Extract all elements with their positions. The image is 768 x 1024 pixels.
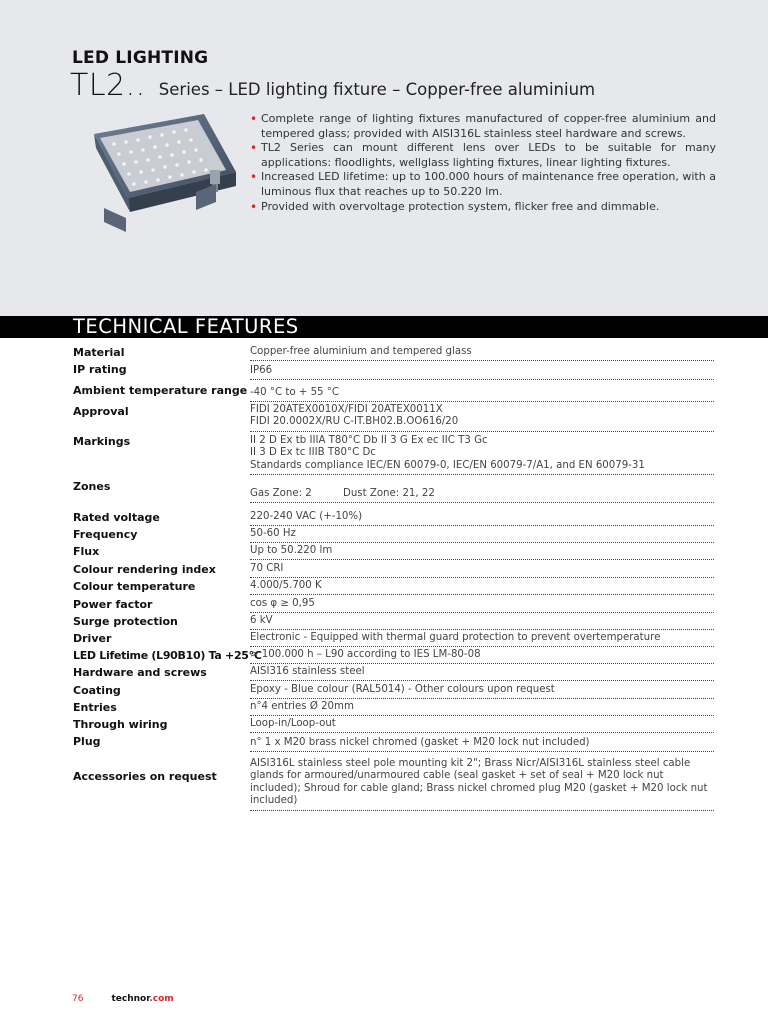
spec-value-accessories: AISI316L stainless steel pole mounting kit 2"; Brass Nicr/AISI316L stainless steel cable glands for armoured/unarmoured cable (seal gasket + set of seal + M20 lock nut included); Shroud for cable gland; Brass nickel chromed plug M20 (gasket + M20 lock nut included) [250, 758, 714, 811]
spec-label-cri: Colour rendering index [73, 563, 216, 576]
footer-site-suffix[interactable]: .com [149, 994, 174, 1004]
spec-label-driver: Driver [73, 632, 112, 645]
spec-value-ambient: -40 °C to + 55 °C [250, 387, 714, 402]
spec-label-markings: Markings [73, 435, 131, 448]
spec-label-flux: Flux [73, 545, 100, 558]
spec-value-plug: n° 1 x M20 brass nickel chromed (gasket + M20 lock nut included) [250, 737, 714, 752]
spec-value-colour-temp: 4.000/5.700 K [250, 580, 714, 595]
spec-label-frequency: Frequency [73, 528, 138, 541]
spec-label-plug: Plug [73, 735, 101, 748]
spec-label-lifetime: LED Lifetime (L90B10) Ta +25°C [73, 649, 262, 662]
spec-label-ip-rating: IP rating [73, 363, 127, 376]
model-name: TL2.. [70, 68, 146, 103]
spec-value-power-factor: cos φ ≥ 0,95 [250, 598, 714, 613]
page-footer [72, 994, 174, 1004]
spec-label-coating: Coating [73, 684, 121, 697]
spec-value-ip-rating: IP66 [250, 365, 714, 380]
spec-value-lifetime: > 100.000 h – L90 according to IES LM-80-08 [250, 649, 714, 664]
spec-label-zones: Zones [73, 480, 111, 493]
spec-value-entries: n°4 entries Ø 20mm [250, 701, 714, 716]
feature-item: • Provided with overvoltage protection system, flicker free and dimmable. [250, 200, 716, 215]
product-image [86, 112, 244, 248]
spec-value-driver: Electronic - Equipped with thermal guard protection to prevent overtemperature [250, 632, 714, 647]
feature-item: • Complete range of lighting fixtures manufactured of copper-free aluminium and tempered glass; provided with AISI316L stainless steel hardware and screws. [250, 112, 716, 141]
spec-label-entries: Entries [73, 701, 117, 714]
category-label: LED LIGHTING [72, 48, 209, 68]
feature-list [250, 112, 716, 214]
spec-value-flux: Up to 50.220 lm [250, 545, 714, 560]
feature-item: • TL2 Series can mount different lens over LEDs to be suitable for many applications: floodlights, wellglass lighting fixtures, linear lighting fixtures. [250, 141, 716, 170]
footer-site[interactable]: technor [111, 994, 150, 1004]
spec-label-through-wiring: Through wiring [73, 718, 168, 731]
page-title [70, 68, 595, 103]
spec-value-material: Copper-free aluminium and tempered glass [250, 346, 714, 361]
spec-value-through-wiring: Loop-in/Loop-out [250, 718, 714, 733]
spec-value-rated-voltage: 220-240 VAC (+-10%) [250, 511, 714, 526]
spec-value-hardware: AISI316 stainless steel [250, 666, 714, 681]
spec-value-coating: Epoxy - Blue colour (RAL5014) - Other colours upon request [250, 684, 714, 699]
spec-label-ambient: Ambient temperature range [73, 384, 248, 397]
spec-label-material: Material [73, 346, 125, 359]
spec-label-power-factor: Power factor [73, 598, 153, 611]
title-subtitle: Series – LED lighting fixture – Copper-free aluminium [158, 80, 596, 99]
spec-label-surge: Surge protection [73, 615, 178, 628]
page-number: 76 [72, 994, 84, 1004]
spec-value-markings: II 2 D Ex tb IIIA T80°C Db II 3 G Ex ec IIC T3 Gc II 3 D Ex tc IIIB T80°C Dc Standards compliance IEC/EN 60079-0, IEC/EN 60079-7/A1, and EN 60079-31 [250, 435, 714, 475]
feature-item: • Increased LED lifetime: up to 100.000 hours of maintenance free operation, with a luminous flux that reaches up to 50.220 lm. [250, 170, 716, 199]
section-header-bar [0, 316, 768, 338]
spec-value-surge: 6 kV [250, 615, 714, 630]
spec-value-zones: Gas Zone: 2 Dust Zone: 21, 22 [250, 488, 714, 503]
spec-label-approval: Approval [73, 405, 129, 418]
section-title: TECHNICAL FEATURES [73, 315, 299, 338]
spec-label-rated-voltage: Rated voltage [73, 511, 160, 524]
spec-label-accessories: Accessories on request [73, 770, 217, 783]
spec-value-frequency: 50-60 Hz [250, 528, 714, 543]
spec-label-hardware: Hardware and screws [73, 666, 207, 679]
spec-value-approval: FIDI 20ATEX0010X/FIDI 20ATEX0011X FIDI 20.0002X/RU C-IT.BH02.B.OO616/20 [250, 404, 714, 432]
spec-label-colour-temp: Colour temperature [73, 580, 196, 593]
spec-value-cri: 70 CRI [250, 563, 714, 578]
